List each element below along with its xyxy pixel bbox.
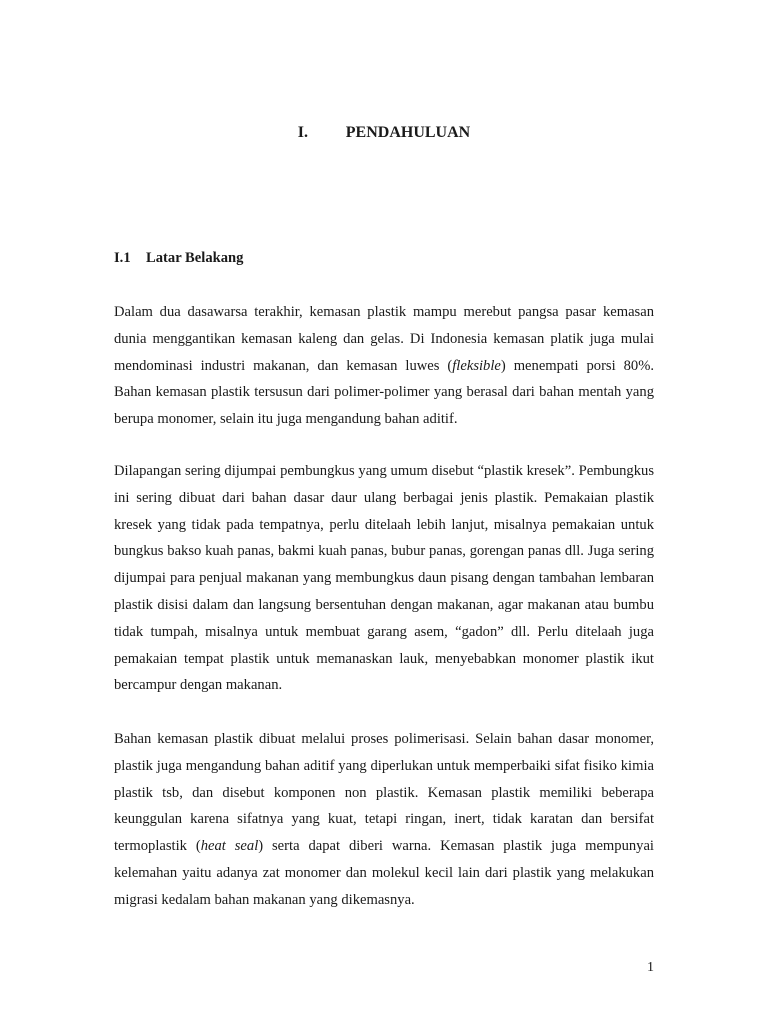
section-title: Latar Belakang [146, 250, 244, 266]
chapter-title: PENDAHULUAN [345, 124, 471, 141]
body-paragraph-2 [114, 458, 654, 699]
section-heading [114, 250, 243, 267]
text-run: Dilapangan sering dijumpai pembungkus yang umum disebut “plastik kresek”. Pembungkus ini sering dibuat dari bahan dasar daur ulang berbagai jenis plastik. Pemakaian plastik kresek yang tidak pada tempatnya, perlu ditelaah lebih lanjut, misalnya pemakaian untuk bungkus bakso kuah panas, bakmi kuah panas, bubur panas, gorengan panas dll. Juga sering dijumpai para penjual makanan yang membungkus daun pisang dengan tambahan lembaran plastik disisi dalam dan langsung bersentuhan dengan makanan, agar makanan atau bumbu tidak tumpah, misalnya untuk membuat garang asem, “gadon” dll. Perlu ditelaah juga pemakaian tempat plastik untuk memanaskan lauk, menyebabkan monomer plastik ikut bercampur dengan makanan. [114, 463, 654, 694]
text-run: Dalam dua dasawarsa terakhir, kemasan plastik mampu merebut pangsa pasar kemasan dunia menggantikan kemasan kaleng dan gelas. Di Indonesia kemasan platik juga mulai mendominasi industri makanan, dan kemasan luwes ( [114, 304, 654, 374]
chapter-heading [0, 124, 768, 142]
text-run: ) menempati porsi 80%. Bahan kemasan plastik tersusun dari polimer-polimer yang berasal dari bahan mentah yang berupa monomer, selain itu juga mengandung bahan aditif. [114, 357, 655, 428]
chapter-number: I. [297, 124, 308, 141]
italic-term: fleksible [452, 357, 501, 374]
body-paragraph-3 [114, 726, 654, 914]
italic-term: heat seal [200, 838, 259, 855]
body-paragraph-1 [114, 299, 654, 433]
section-number: I.1 [114, 250, 131, 266]
text-run: Bahan kemasan plastik dibuat melalui proses polimerisasi. Selain bahan dasar monomer, plastik juga mengandung bahan aditif yang diperlukan untuk memperbaiki sifat fisiko kimia plastik tsb, dan disebut komponen non plastik. Kemasan plastik memiliki beberapa keunggulan karena sifatnya yang kuat, tetapi ringan, inert, tidak karatan dan bersifat termoplastik ( [114, 731, 654, 855]
text-run: ) serta dapat diberi warna. Kemasan plastik juga mempunyai kelemahan yaitu adanya zat monomer dan molekul kecil lain dari plastik yang melakukan migrasi kedalam bahan makanan yang dikemasnya. [114, 838, 654, 908]
page-number: 1 [647, 960, 654, 975]
